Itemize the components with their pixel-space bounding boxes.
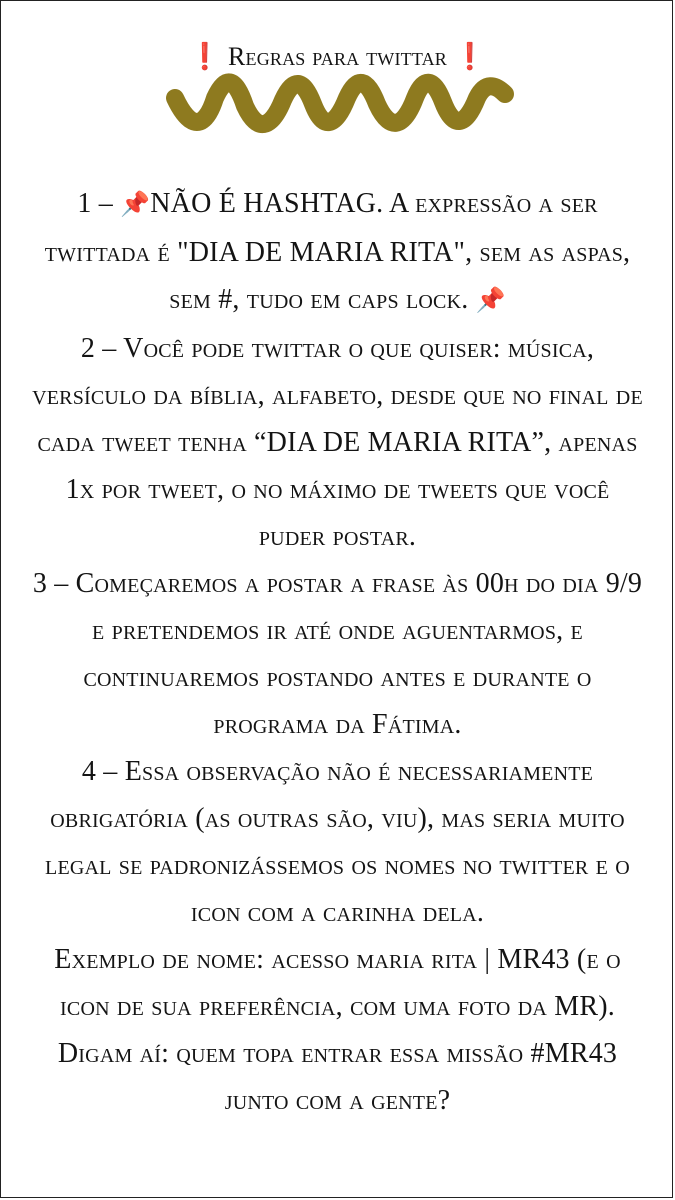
rule-1-prefix: 1 –	[77, 188, 121, 219]
header-title-text: Regras para twittar	[227, 42, 448, 71]
rule-2: 2 – Você pode twittar o que quiser: música, versículo da bíblia, alfabeto, desde que no final de cada tweet tenha “DIA DE MARIA RITA”, apenas 1x por tweet, o no máximo de tweets que você puder postar.	[32, 333, 643, 552]
rule-1	[30, 180, 645, 325]
rule-1-text: NÃO É HASHTAG. A expressão a ser twittada é "DIA DE MARIA RITA", sem as aspas, sem #, tudo em caps lock.	[44, 188, 631, 315]
rule-3: 3 – Começaremos a postar a frase às 00h do dia 9/9 e pretendemos ir até onde aguentarmos, e continuaremos postando antes e durante o programa da Fátima.	[32, 568, 643, 740]
call-to-action: Digam aí: quem topa entrar essa missão #MR43 junto com a gente?	[57, 1038, 618, 1116]
squiggle-decoration	[165, 68, 520, 138]
pushpin-icon: 📌	[475, 288, 506, 314]
name-example: Exemplo de nome: acesso maria rita | MR43 (e o icon de sua preferência, com uma foto da MR).	[54, 944, 621, 1022]
rule-4: 4 – Essa observação não é necessariamente obrigatória (as outras são, viu), mas seria muito legal se padronizássemos os nomes no twitter e o icon com a carinha dela.	[45, 756, 630, 928]
pushpin-icon: 📌	[120, 192, 151, 218]
exclamation-icon-right: ❗	[453, 42, 487, 71]
exclamation-icon-left: ❗	[188, 42, 222, 71]
rules-text	[30, 180, 645, 1124]
